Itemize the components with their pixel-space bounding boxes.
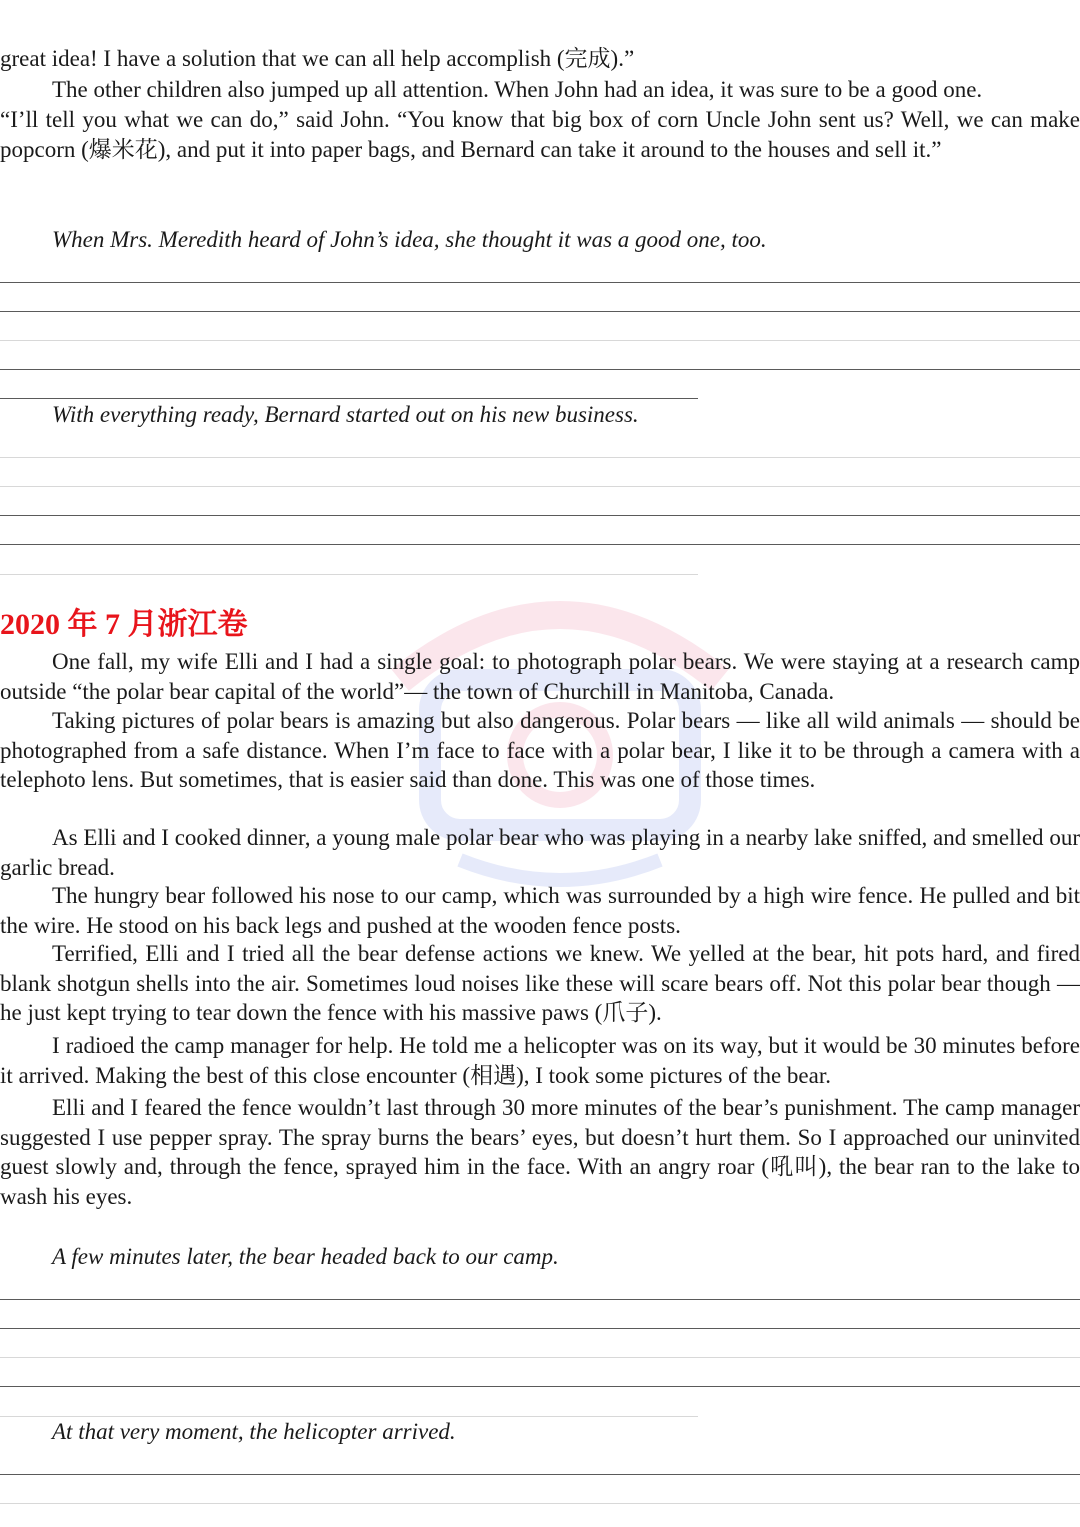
paragraph-5: Taking pictures of polar bears is amazing but also dangerous. Polar bears — like all wild animals — should be photographed from a safe distance. When I’m face to face with a polar bear, I like it to be through a camera with a telephoto lens. But sometimes, that is easier said than done. This was one of those times. bbox=[0, 708, 1080, 792]
answer-line bbox=[0, 515, 1080, 516]
answer-line bbox=[0, 340, 1080, 341]
paragraph-9: I radioed the camp manager for help. He told me a helicopter was on its way, but it would be 30 minutes before it arrived. Making the best of this close encounter (相遇), I took some pictures of the bear. bbox=[0, 1033, 1080, 1088]
writing-prompt-1: When Mrs. Meredith heard of John’s idea, she thought it was a good one, too. bbox=[52, 227, 767, 252]
answer-line bbox=[0, 486, 1080, 487]
answer-line bbox=[0, 1299, 1080, 1300]
paragraph-10: Elli and I feared the fence wouldn’t last through 30 more minutes of the bear’s punishment. The camp manager suggested I use pepper spray. The spray burns the bears’ eyes, but doesn’t hurt them. So I approached our uninvited guest slowly and, through the fence, sprayed him in the face. With an angry roar (吼叫), the bear ran to the lake to wash his eyes. bbox=[0, 1095, 1080, 1209]
writing-prompt-4: At that very moment, the helicopter arrived. bbox=[52, 1419, 456, 1444]
answer-line bbox=[0, 311, 1080, 312]
answer-line bbox=[0, 1386, 1080, 1387]
paragraph-8: Terrified, Elli and I tried all the bear defense actions we knew. We yelled at the bear, hit pots hard, and fired blank shotgun shells into the air. Sometimes loud noises like these will scare bears off. Not this polar bear though — he just kept trying to tear down the fence with his massive paws (爪子). bbox=[0, 941, 1080, 1025]
answer-line bbox=[0, 1357, 1080, 1358]
section-heading: 2020 年 7 月浙江卷 bbox=[0, 608, 248, 641]
answer-line bbox=[0, 574, 698, 575]
answer-line bbox=[0, 1503, 1080, 1504]
writing-prompt-3: A few minutes later, the bear headed back to our camp. bbox=[52, 1244, 559, 1269]
paragraph-4: One fall, my wife Elli and I had a single goal: to photograph polar bears. We were staying at a research camp outside “the polar bear capital of the world”— the town of Churchill in Manitoba, Canada. bbox=[0, 649, 1080, 704]
answer-line bbox=[0, 369, 1080, 370]
writing-prompt-2: With everything ready, Bernard started out on his new business. bbox=[52, 402, 639, 427]
paragraph-6: As Elli and I cooked dinner, a young male polar bear who was playing in a nearby lake sniffed, and smelled our garlic bread. bbox=[0, 825, 1080, 880]
paragraph-2: The other children also jumped up all attention. When John had an idea, it was sure to be a good one. bbox=[52, 77, 983, 102]
paragraph-1: great idea! I have a solution that we can all help accomplish (完成).” bbox=[0, 46, 635, 71]
answer-line bbox=[0, 1328, 1080, 1329]
answer-line bbox=[0, 398, 698, 399]
answer-line bbox=[0, 282, 1080, 283]
answer-line bbox=[0, 544, 1080, 545]
answer-line bbox=[0, 1474, 1080, 1475]
paragraph-3: “I’ll tell you what we can do,” said John. “You know that big box of corn Uncle John sent us? Well, we can make popcorn (爆米花), and put it into paper bags, and Bernard can take it around to the houses and sell it.” bbox=[0, 107, 1080, 162]
answer-line bbox=[0, 457, 1080, 458]
paragraph-7: The hungry bear followed his nose to our camp, which was surrounded by a high wire fence. He pulled and bit the wire. He stood on his back legs and pushed at the wooden fence posts. bbox=[0, 883, 1080, 938]
